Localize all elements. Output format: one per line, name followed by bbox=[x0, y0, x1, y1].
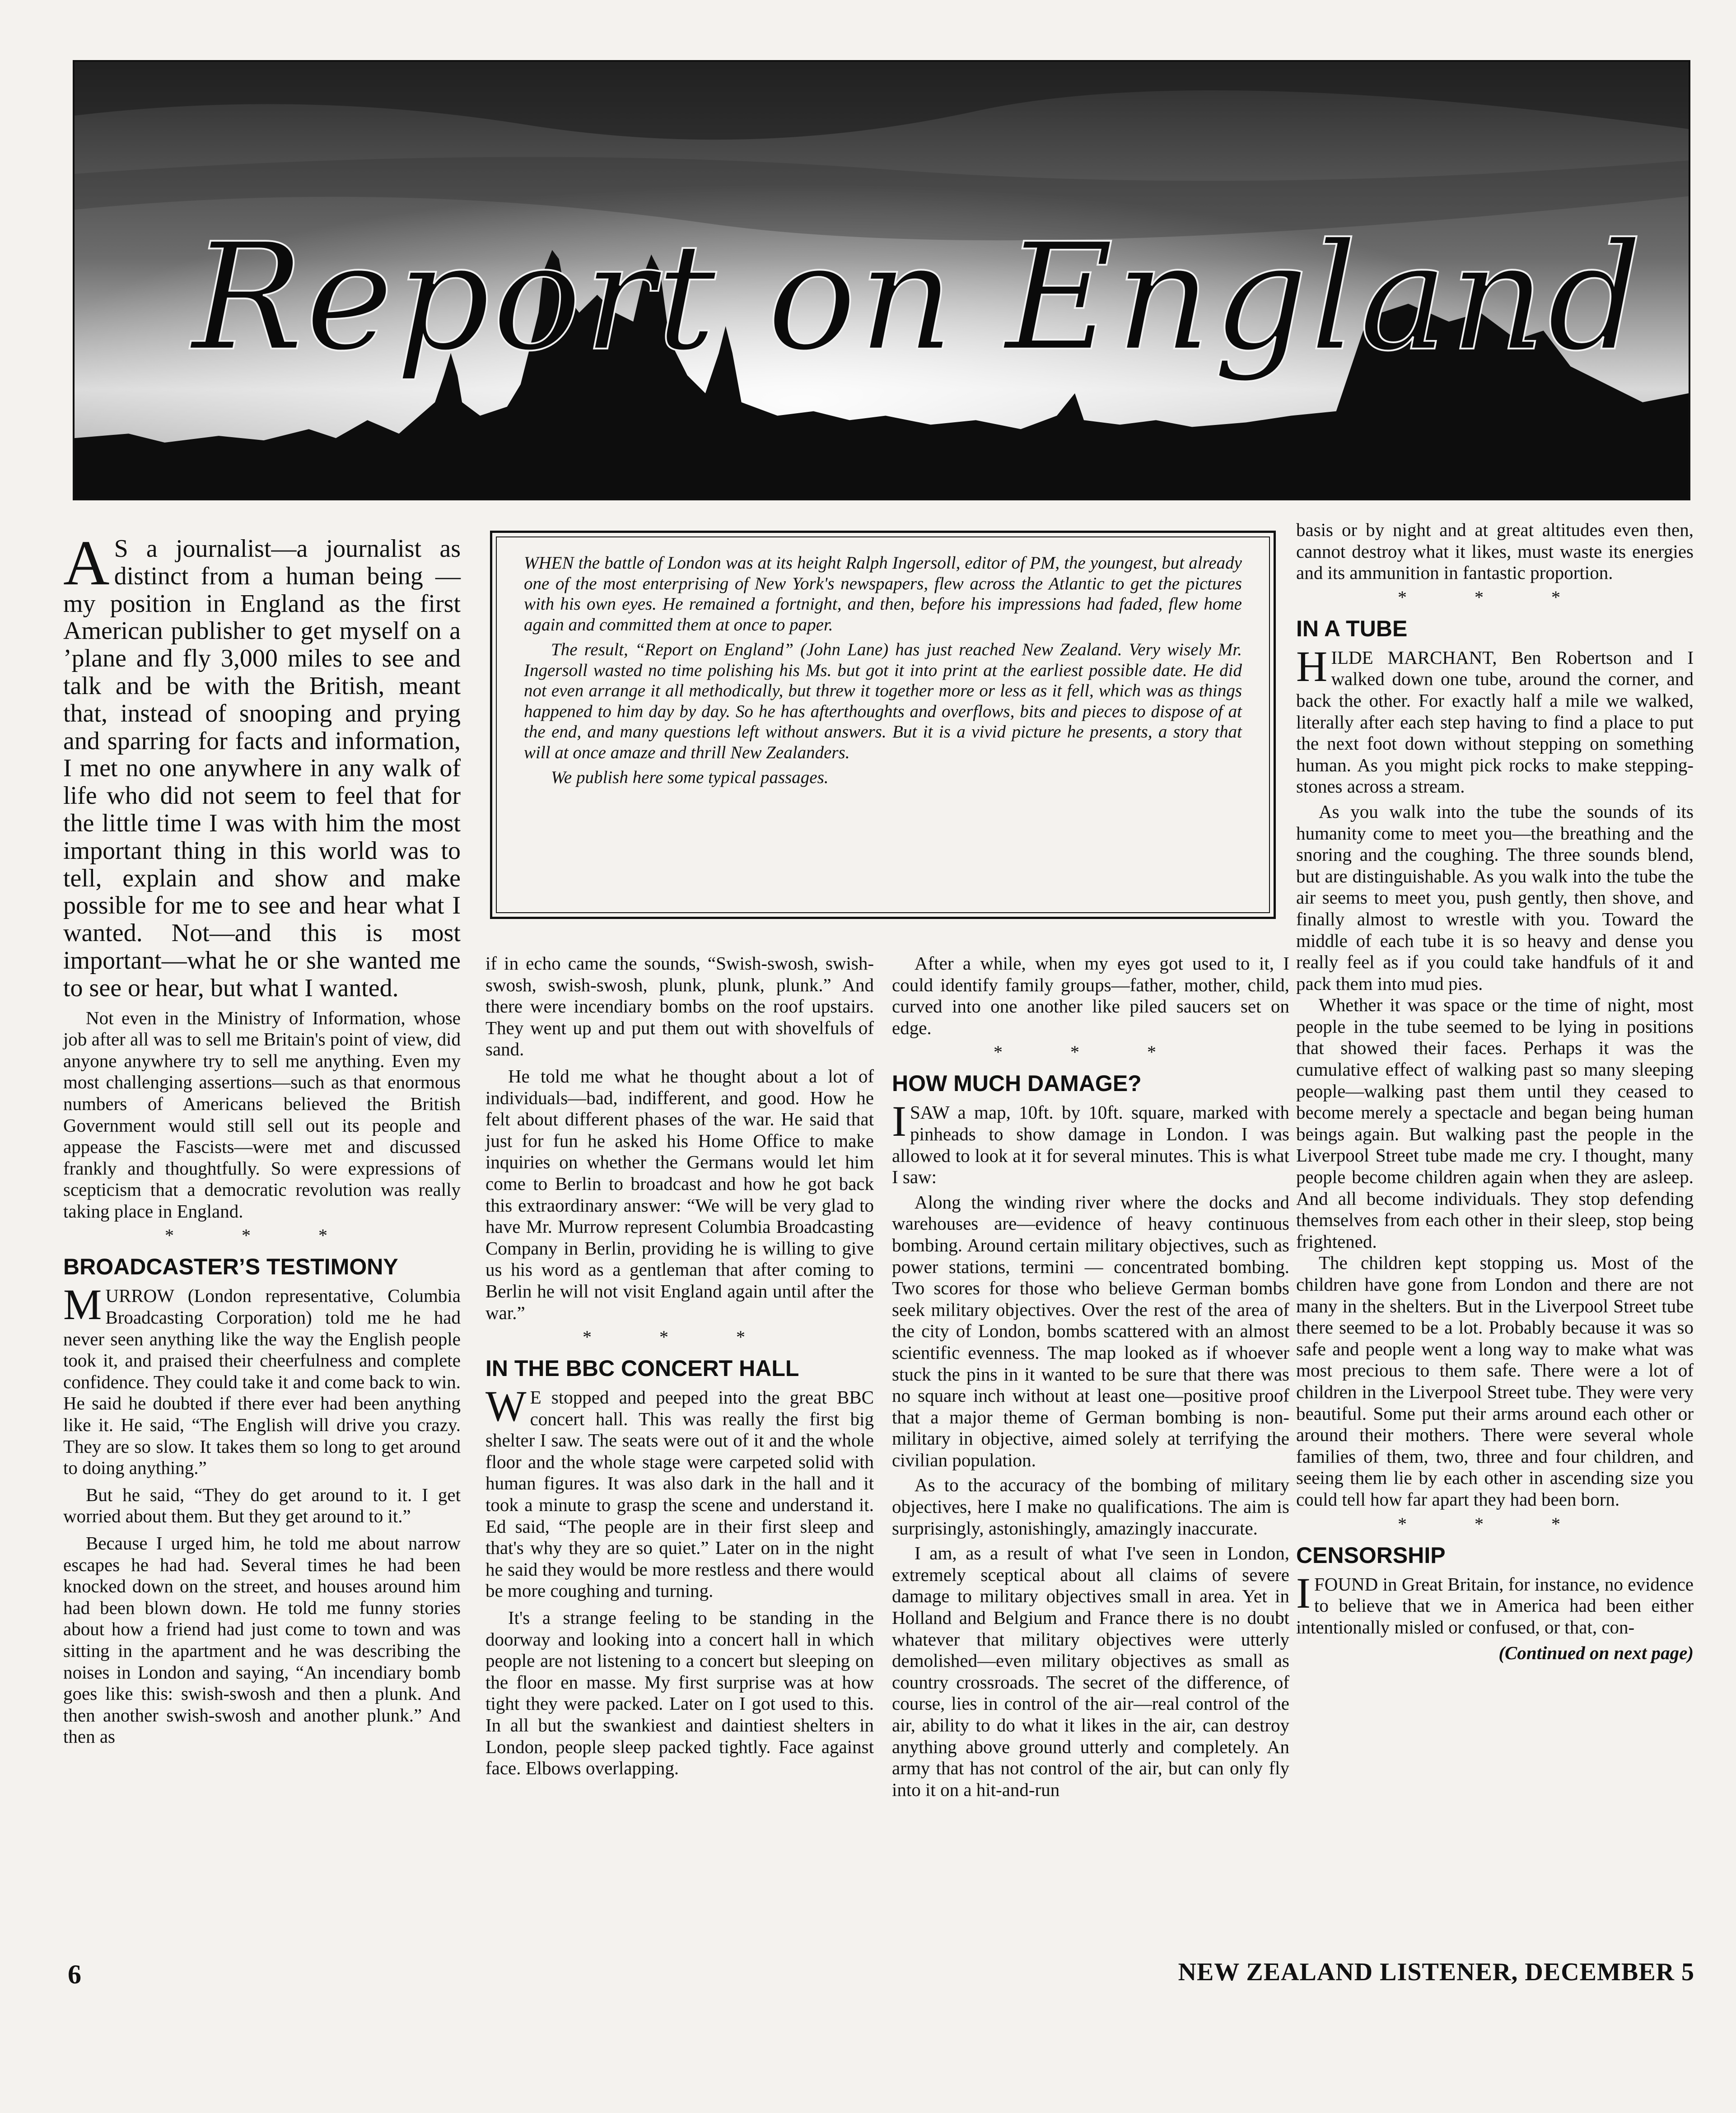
paragraph: Because I urged him, he told me about narrow escapes he had had. Several times he had been knocked down on the street, and houses around him had been blown down. He told me funny stories about how a friend had just come to town and was sitting in the apartment and he was describing the noises in London and saying, “An incendiary bomb goes like this: swish-swosh and then a plunk. And then another swish-swosh and another plunk.” And then as bbox=[63, 1533, 461, 1747]
dropcap: H bbox=[1296, 642, 1328, 690]
dropcap: W bbox=[485, 1382, 527, 1431]
paragraph: But he said, “They do get around to it. I get worried about them. But they get around to it.” bbox=[63, 1484, 461, 1527]
column-1 bbox=[63, 527, 461, 1748]
intro-box bbox=[490, 531, 1276, 919]
section-divider: * * * bbox=[1398, 1513, 1592, 1534]
paragraph: After a while, when my eyes got used to it, I could identify family groups—father, mother, child, curved into one another like piled saucers set on edge. bbox=[892, 953, 1289, 1038]
lead-paragraph bbox=[63, 527, 461, 1002]
section-divider: * * * bbox=[994, 1042, 1188, 1063]
paragraph: It's a strange feeling to be standing in the doorway and looking into a concert hall in which people are not listening to a concert but sleeping on the floor en masse. My first surprise was at how tight they were packed. Later on I got used to this. In all but the swankiest and daintiest shelters in London, people sleep packed tightly. Face against face. Elbows overlapping. bbox=[485, 1607, 874, 1779]
paragraph: I am, as a result of what I've seen in London, extremely sceptical about all claims of severe damage to military objectives small in area. Yet in Holland and Belgium and France there is no doubt whatever that military objectives were utterly demolished—even military objectives as small as country crossroads. The secret of the difference, of course, lies in control of the air—real control of the air, ability to do what it likes in the air, can destroy anything above ground utterly and completely. An army that has not control of the air, but can only fly into it on a hit-and-run bbox=[892, 1543, 1289, 1800]
section-divider: * * * bbox=[165, 1225, 359, 1246]
publication-footer: NEW ZEALAND LISTENER, DECEMBER 5 bbox=[1178, 1958, 1694, 1986]
paragraph: The children kept stopping us. Most of the children have gone from London and there are not many in the shelters. But in the Liverpool Street tube there seemed to be a lot. Probably because it was so safe and people went a long way to make what was most precious to them safe. There were a lot of children in the Liverpool Street tube. They were very beautiful. Some put their arms around each other or around their mothers. There were several whole families of them, two, three and four children, and seeing them lie by each other in ascending size you could tell how far apart they had been born. bbox=[1296, 1252, 1694, 1510]
dropcap: I bbox=[892, 1097, 906, 1146]
header-script-title: Report on England bbox=[191, 211, 1644, 384]
intro-text bbox=[496, 536, 1270, 913]
page-number: 6 bbox=[68, 1959, 81, 1989]
continued-note: (Continued on next page) bbox=[1498, 1642, 1694, 1664]
paragraph: basis or by night and at great altitudes even then, cannot destroy what it likes, must waste its energies and its ammunition in fantastic proportion. bbox=[1296, 519, 1694, 583]
section-title: IN THE BBC CONCERT HALL bbox=[485, 1356, 799, 1381]
column-4 bbox=[1296, 519, 1694, 1664]
paragraph: IFOUND in Great Britain, for instance, no evidence to believe that we in America had been either intentionally misled or confused, or that, con- bbox=[1296, 1568, 1694, 1637]
section-title: CENSORSHIP bbox=[1296, 1542, 1446, 1568]
paragraph: As you walk into the tube the sounds of its humanity come to meet you—the breathing and the snoring and the coughing. The three sounds blend, but are distinguishable. As you walk into the tube the air seems to meet you, push gently, then shove, and finally almost to wrestle with you. Toward the middle of each tube it is so heavy and dense you really feel as if you could take handfuls of it and pack them into mud pies. bbox=[1296, 801, 1694, 994]
lead-text: S a journalist—a journalist as distinct from a human being —my position in England as the first American publisher to get myself on a ’plane and fly 3,000 miles to see and talk and be with the British, meant that, instead of snooping and prying and sparring for facts and information, I met no one anywhere in any walk of life who did not seem to feel that for the little time I was with him the most important thing in this world was to tell, explain and show and make possible for me to see and hear what I wanted. Not—and this is most important—what he or she wanted me to see or hear, but what I wanted. bbox=[63, 535, 461, 1002]
dropcap: M bbox=[63, 1280, 102, 1329]
paragraph: MURROW (London representative, Columbia Broadcasting Corporation) told me he had never seen anything like the way the English people took it, and praised their cheerfulness and complete confidence. They could take it and come back to win. He said he doubted if there ever had been anything like it. He said, “The English will drive you crazy. They are so slow. It takes them so long to get around to doing anything.” bbox=[63, 1280, 461, 1479]
column-3 bbox=[892, 953, 1289, 1800]
paragraph: He told me what he thought about a lot of individuals—bad, indifferent, and good. How he felt about different phases of the war. He said that just for fun he asked his Home Office to make inquiries on whether the Germans would let him come to Berlin to broadcast and how he got back this extraordinary answer: “We will be very glad to have Mr. Murrow represent Columbia Broadcasting Company in Berlin, providing he is willing to give us his word as a gentleman that after coming to Berlin he will not visit England again until after the war.” bbox=[485, 1065, 874, 1323]
intro-paragraph: The result, “Report on England” (John Lane) has just reached New Zealand. Very wisely Mr. Ingersoll wasted no time polishing his Ms. but got it into print at the earliest possible date. He did not even arrange it all methodically, but threw it together more or less as it fell, which was as things happened to him day by day. So he has afterthoughts and overflows, bits and pieces to dispose of at the end, and many questions left without answers. But it is a vivid picture he presents, a story that will at once amaze and thrill New Zealanders. bbox=[524, 640, 1242, 762]
dropcap: A bbox=[63, 527, 110, 598]
intro-paragraph: We publish here some typical passages. bbox=[551, 768, 829, 787]
london-skyline-image bbox=[75, 62, 1689, 499]
section-title: HOW MUCH DAMAGE? bbox=[892, 1071, 1142, 1096]
section-divider: * * * bbox=[1398, 587, 1592, 607]
section-title: BROADCASTER’S TESTIMONY bbox=[63, 1254, 398, 1280]
column-2 bbox=[485, 953, 874, 1779]
paragraph: Along the winding river where the docks and warehouses are—evidence of heavy continuous bombing. Around certain military objectives, such as power stations, termini — concentrated bombing. Two scores for those who believe German bombs seek military objectives. Over the rest of the area of the city of London, bombs scattered with an almost scientific evenness. The map looked as if whoever stuck the pins in it wanted to be sure that there was no square inch without at least one—positive proof that a major theme of German bombing is non-military in objective, aimed solely at terrifying the civilian population. bbox=[892, 1191, 1289, 1470]
section-title: IN A TUBE bbox=[1296, 616, 1408, 641]
paragraph: Whether it was space or the time of night, most people in the tube seemed to be lying in positions that showed their faces. Perhaps it was the cumulative effect of walking past so many sleeping people—walking past them until they ceased to become merely a spectacle and began being human beings again. But walking past the people in the Liverpool Street tube made me cry. I thought, many people become children again when they are asleep. And all become individuals. They stop defending themselves from each other in their sleep, stop being frightened. bbox=[1296, 994, 1694, 1252]
paragraph: HILDE MARCHANT, Ben Robertson and I walked down one tube, around the corner, and back the other. For exactly half a mile we walked, literally after each step having to find a place to put the next foot down without stepping on something human. As you might pick rocks to make stepping-stones across a stream. bbox=[1296, 642, 1694, 797]
paragraph: if in echo came the sounds, “Swish-swosh, swish-swosh, swish-swosh, plunk, plunk, plunk.” And there were incendiary bombs on the roof upstairs. They went up and put them out with shovelfuls of sand. bbox=[485, 953, 874, 1060]
paragraph: ISAW a map, 10ft. by 10ft. square, marked with pinheads to show damage in London. I was allowed to look at it for several minutes. This is what I saw: bbox=[892, 1097, 1289, 1188]
intro-paragraph: WHEN the battle of London was at its height Ralph Ingersoll, editor of PM, the youngest, but already one of the most enterprising of New York's newspapers, flew across the Atlantic to get the pictures with his own eyes. He remained a fortnight, and then, before his impressions had faded, flew home again and committed them at once to paper. bbox=[524, 553, 1242, 634]
paragraph: Not even in the Ministry of Information, whose job after all was to sell me Britain's point of view, did anyone anywhere try to sell me anything. Even my most challenging assertions—such as that enormous numbers of Americans believed the British Government would still sell out its people and appease the Fascists—were met and discussed frankly and thoughtfully. So were expressions of scepticism that a democratic revolution was really taking place in England. bbox=[63, 1007, 461, 1222]
header-photo-banner bbox=[73, 60, 1690, 500]
dropcap: I bbox=[1296, 1568, 1311, 1617]
section-divider: * * * bbox=[583, 1327, 777, 1348]
paragraph: As to the accuracy of the bombing of military objectives, here I make no qualifications. The aim is surprisingly, astonishingly, amazingly inaccurate. bbox=[892, 1474, 1289, 1539]
paragraph: W E stopped and peeped into the great BBC concert hall. This was really the first big shelter I saw. The seats were out of it and the whole floor and the whole stage were carpeted solid with human figures. It was also dark in the hall and it took a minute to grasp the scene and understand it. Ed said, “The people are in their first sleep and that's why they are so quiet.” Later on in the night he said they would be more restless and there would be more coughing and turning. bbox=[485, 1382, 874, 1601]
